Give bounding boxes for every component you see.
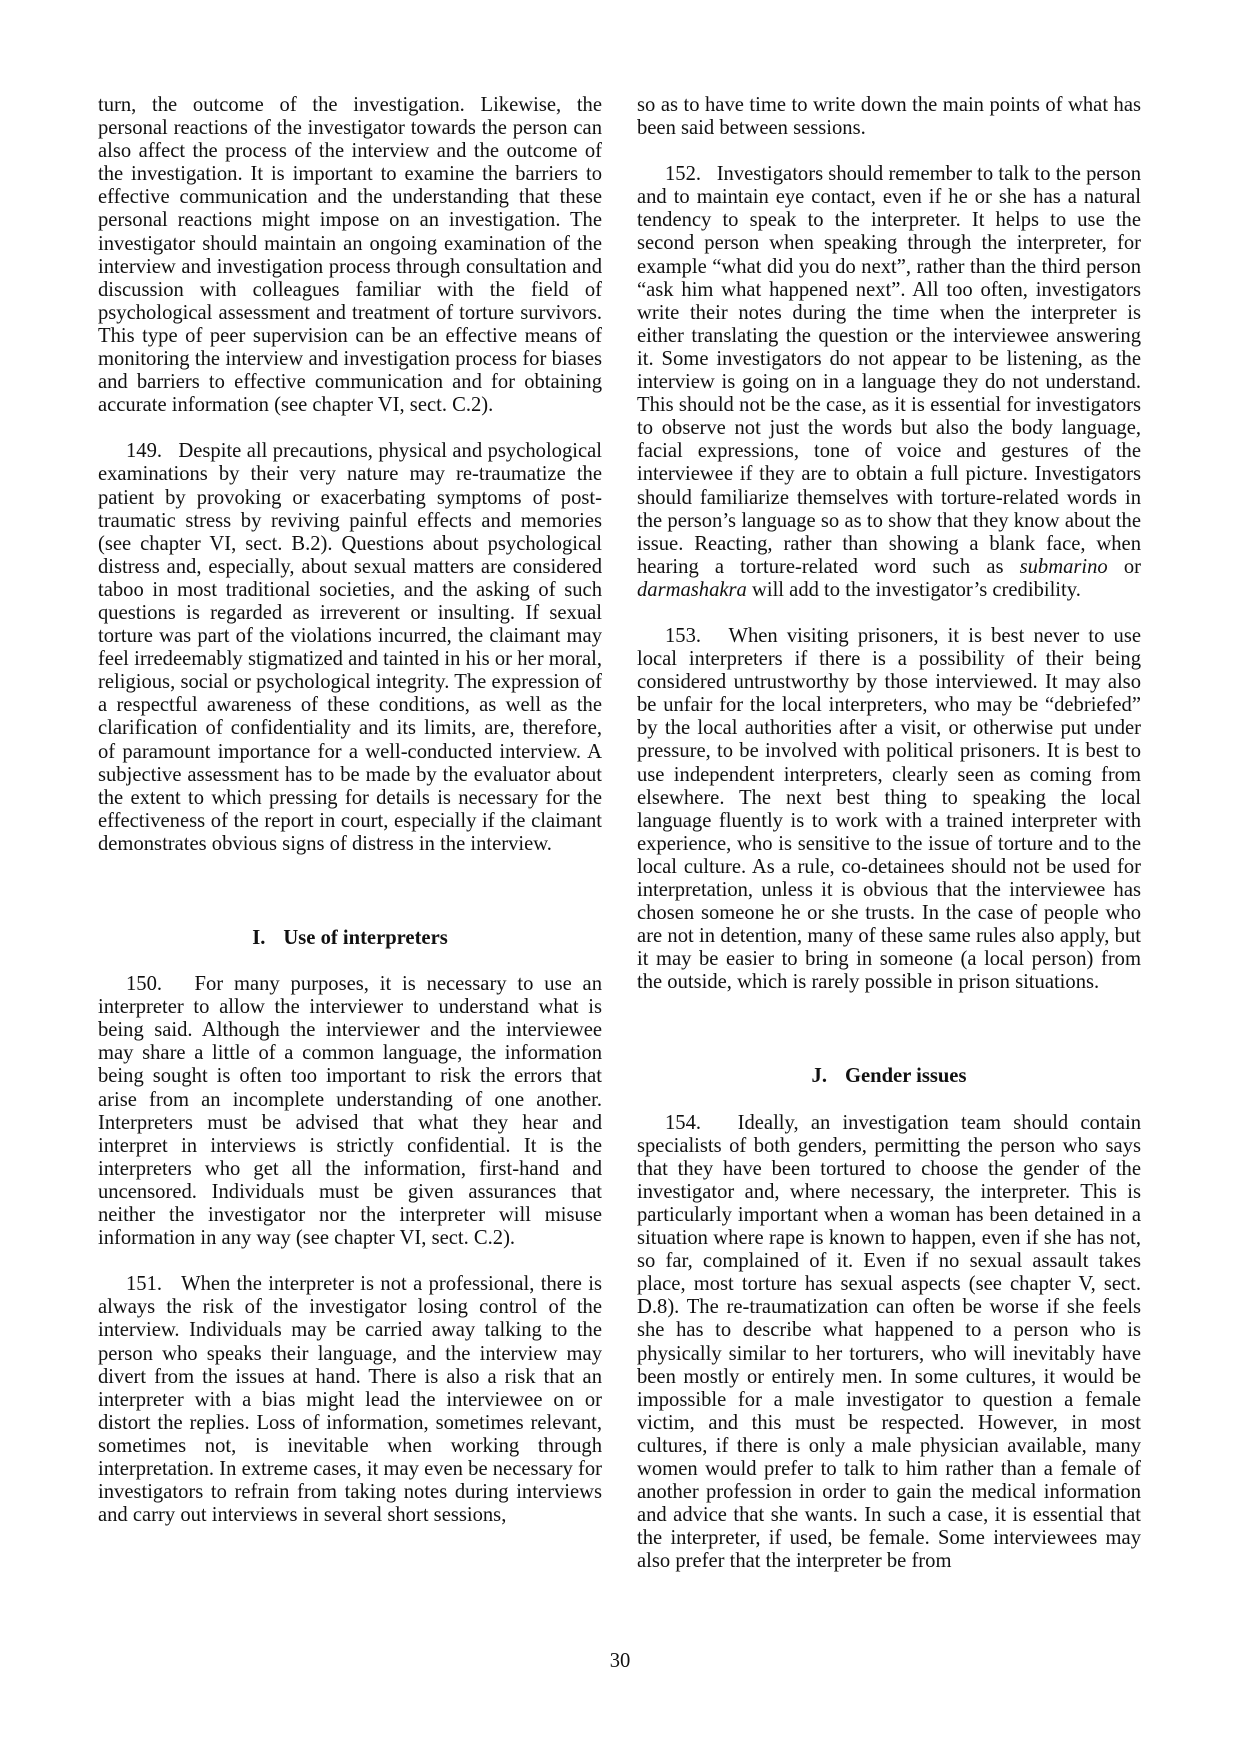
- italic-term: submarino: [1019, 555, 1108, 578]
- paragraph-152: [637, 163, 1141, 602]
- section-title: Use of interpreters: [283, 927, 448, 949]
- italic-term: darmashakra: [637, 578, 747, 601]
- section-title: Gender issues: [844, 1065, 967, 1088]
- paragraph-number: 150.: [126, 973, 163, 996]
- paragraph-text: Despite all precautions, physical and psychological examinations by their very nature may re-traumatize the patient by provoking or exacerbating symptoms of post-traumatic stress by reviving painful effects and memories (see chapter VI, sect. B.2). Questions about psychological distress and, especially, about sexual matters are considered taboo in most traditional societies, and the asking of such questions is regarded as irreverent or insulting. If sexual torture was part of the violations incurred, the claimant may feel irredeemably stigmatized and tainted in his or her moral, religious, social or psychological integrity. The expression of a respectful awareness of these conditions, as well as the clarification of confidentiality and its limits, are, therefore, of paramount importance for a well-conducted interview. A subjective assessment has to be made by the evaluator about the extent to which pressing for details is necessary for the effectiveness of the report in court, especially if the claimant demonstrates obvious signs of distress in the interview.: [98, 440, 602, 855]
- right-column: [637, 94, 1141, 1596]
- paragraph-149: [98, 440, 602, 856]
- paragraph-number: 153.: [665, 624, 702, 647]
- paragraph-number: 151.: [126, 1273, 163, 1296]
- paragraph-text-joiner: or: [1107, 555, 1141, 578]
- paragraph-150: [98, 973, 602, 1250]
- continuation-paragraph: so as to have time to write down the main points of what has been said between sessions.: [637, 94, 1141, 140]
- paragraph-text: will add to the investigator’s credibility.: [746, 578, 1081, 601]
- paragraph-number: 149.: [126, 440, 163, 463]
- left-column: [98, 94, 602, 1550]
- section-number: J.: [811, 1065, 827, 1088]
- paragraph-text: For many purposes, it is necessary to use an interpreter to allow the interviewer to understand what is being said. Although the interviewer and the interviewee may share a little of a common language, the information being sought is often too important to risk the errors that arise from an incomplete understanding of one another. Interpreters must be advised that what they hear and interpret in interviews is strictly confidential. It is the interpreters who get all the information, first-hand and uncensored. Individuals must be given assurances that neither the investigator nor the interpreter will misuse information in any way (see chapter VI, sect. C.2).: [98, 973, 602, 1250]
- paragraph-154: [637, 1112, 1141, 1574]
- spacer: [637, 1017, 1141, 1065]
- paragraph-151: [98, 1273, 602, 1527]
- paragraph-number: 152.: [665, 163, 702, 186]
- section-heading-J: [637, 1065, 1141, 1088]
- section-number: I.: [252, 927, 266, 949]
- spacer: [98, 879, 602, 927]
- paragraph-number: 154.: [665, 1111, 702, 1134]
- paragraph-text: Ideally, an investigation team should contain specialists of both genders, permitting the person who says that they have been tortured to choose the gender of the investigator and, where necessary, the interpreter. This is particularly important when a woman has been detained in a situation where rape is known to happen, even if she has not, so far, complained of it. Even if no sexual assault takes place, most torture has sexual aspects (see chapter V, sect. D.8). The re-traumatization can often be worse if she feels she has to describe what happened to a person who is physically similar to her torturers, who will inevitably have been mostly or entirely men. In some cultures, it would be impossible for a male investigator to question a female victim, and this must be respected. However, in most cultures, if there is only a male physician available, many women would prefer to talk to him rather than a female of another profession in order to gain the medical information and advice that she wants. In such a case, it is essential that the interpreter, if used, be female. Some interviewees may also prefer that the interpreter be from: [637, 1111, 1141, 1573]
- section-heading-I: [98, 927, 602, 950]
- paragraph-153: [637, 625, 1141, 995]
- paragraph-text: When the interpreter is not a professional, there is always the risk of the investigator losing control of the interview. Individuals may be carried away talking to the person who speaks their language, and the interview may divert from the issues at hand. There is also a risk that an interpreter with a bias might lead the interviewee on or distort the replies. Loss of information, sometimes relevant, sometimes not, is inevitable when working through interpretation. In extreme cases, it may even be necessary for investigators to refrain from taking notes during interviews and carry out interviews in several short sessions,: [98, 1273, 602, 1527]
- paragraph-text: When visiting prisoners, it is best never to use local interpreters if there is a possibility of their being considered untrustworthy by those interviewed. It may also be unfair for the local interpreters, who may be “debriefed” by the local authorities after a visit, or otherwise put under pressure, to be involved with political prisoners. It is best to use independent interpreters, clearly seen as coming from elsewhere. The next best thing to speaking the local language fluently is to work with a trained interpreter with experience, who is sensitive to the issue of torture and to the local culture. As a rule, co-detainees should not be used for interpretation, unless it is obvious that the interviewee has chosen someone he or she trusts. In the case of people who are not in detention, many of these same rules also apply, but it may be easier to bring in someone (a local person) from the outside, which is rarely possible in prison situations.: [637, 624, 1141, 994]
- paragraph-text: Investigators should remember to talk to the person and to maintain eye contact, even if he or she has a natural tendency to speak to the interpreter. It helps to use the second person when speaking through the interpreter, for example “what did you do next”, rather than the third person “ask him what happened next”. All too often, investigators write their notes during the time when the interpreter is either translating the question or the interviewee answering it. Some investigators do not appear to be listening, as the interview is going on in a language they do not understand. This should not be the case, as it is essential for investigators to observe not just the words but also the body language, facial expressions, tone of voice and gestures of the interviewee if they are to obtain a full picture. Investigators should familiarize themselves with torture-related words in the person’s language so as to show that they know about the issue. Reacting, rather than showing a blank face, when hearing a torture-related word such as: [637, 163, 1141, 578]
- continuation-paragraph: turn, the outcome of the investigation. Likewise, the personal reactions of the investigator towards the person can also affect the process of the interview and the outcome of the investigation. It is important to examine the barriers to effective communication and the understanding that these personal reactions might impose on an investigation. The investigator should maintain an ongoing examination of the interview and investigation process through consultation and discussion with colleagues familiar with the field of psychological assessment and treatment of torture survivors. This type of peer supervision can be an effective means of monitoring the interview and investigation process for biases and barriers to effective communication and for obtaining accurate information (see chapter VI, sect. C.2).: [98, 94, 602, 417]
- page-number: 30: [609, 1650, 631, 1672]
